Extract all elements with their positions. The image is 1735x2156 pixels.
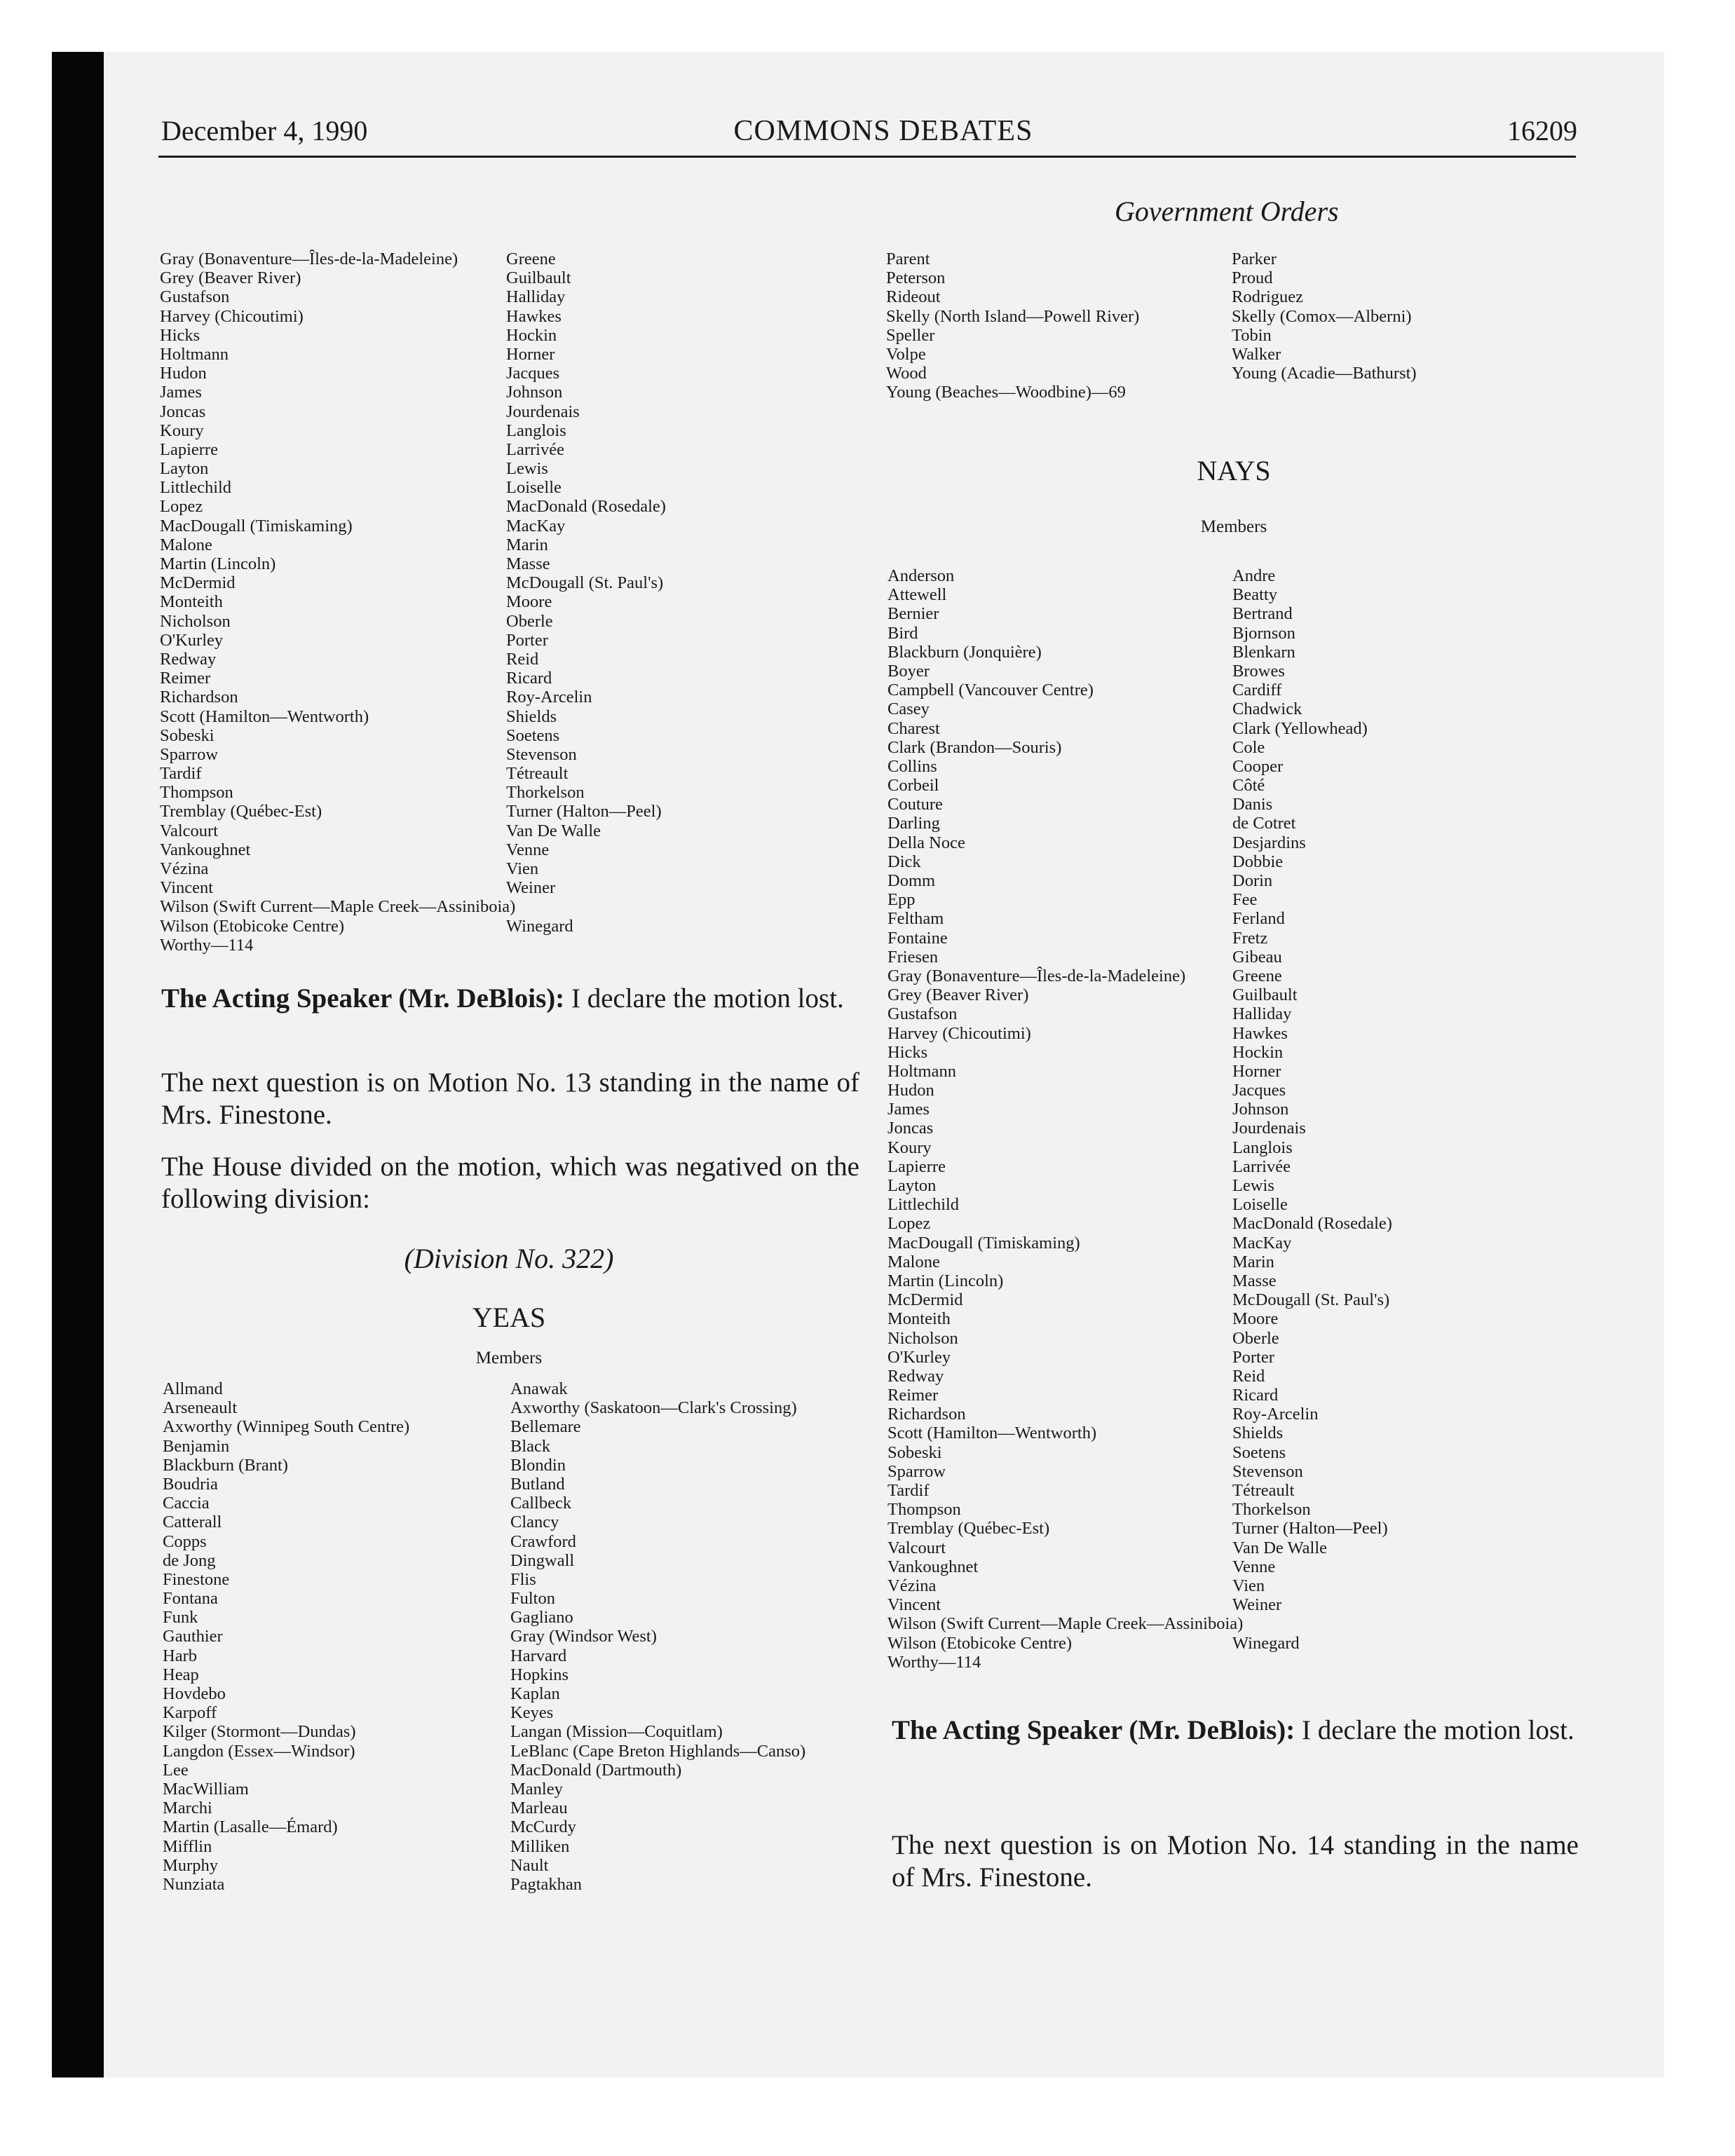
member-name: Moore — [506, 592, 552, 612]
member-name: Friesen — [887, 947, 939, 967]
member-name: Littlechild — [887, 1195, 960, 1215]
member-name: Boudria — [163, 1474, 218, 1494]
speaker-ruling-2 — [892, 1714, 1579, 1747]
member-name: Callbeck — [510, 1494, 572, 1513]
member-name: Skelly (North Island—Powell River) — [886, 306, 1140, 326]
member-name: Stevenson — [506, 744, 577, 764]
member-name: Blackburn (Jonquière) — [887, 642, 1042, 662]
member-name: Holtmann — [160, 344, 229, 364]
member-name — [1232, 1653, 1392, 1672]
yeas-heading: YEAS — [472, 1302, 546, 1333]
member-name: Lewis — [1232, 1176, 1274, 1195]
member-name: Van De Walle — [506, 821, 601, 840]
speaker-text: I declare the motion lost. — [1295, 1715, 1574, 1745]
member-name: Tremblay (Québec-Est) — [887, 1519, 1050, 1538]
nays-members-label: Members — [1200, 517, 1267, 536]
member-name: Blackburn (Brant) — [163, 1455, 288, 1475]
member-name: Parker — [1232, 250, 1277, 268]
member-name: Vien — [1232, 1576, 1265, 1595]
member-name: James — [887, 1100, 930, 1119]
member-name: Jacques — [506, 364, 560, 383]
member-name: MacDonald (Dartmouth) — [510, 1760, 682, 1780]
member-name: Koury — [160, 421, 204, 440]
member-name: Darling — [887, 814, 940, 833]
member-name: Bellemare — [510, 1417, 581, 1437]
member-name: Young (Acadie—Bathurst) — [1232, 364, 1417, 383]
member-name: Malone — [160, 535, 212, 554]
member-name: Gray (Bonaventure—Îles-de-la-Madeleine) — [160, 250, 458, 268]
member-name: Nicholson — [887, 1328, 958, 1348]
member-name: Horner — [1232, 1061, 1281, 1081]
member-name: Bjornson — [1232, 623, 1295, 643]
member-name: Campbell (Vancouver Centre) — [887, 681, 1094, 700]
member-name: Harvey (Chicoutimi) — [160, 306, 304, 326]
member-name: Harvard — [510, 1646, 567, 1665]
member-name: Feltham — [887, 909, 944, 929]
member-name: Johnson — [1232, 1100, 1289, 1119]
member-name: Collins — [887, 756, 937, 776]
member-name: Keyes — [510, 1703, 554, 1723]
member-name: Volpe — [886, 344, 926, 364]
member-name: Fulton — [510, 1589, 555, 1609]
member-name: Pagtakhan — [510, 1874, 583, 1894]
division-number: (Division No. 322) — [404, 1243, 614, 1274]
nays-members-col1 — [887, 566, 1243, 1672]
member-name: Harvey (Chicoutimi) — [887, 1023, 1031, 1043]
member-name: Couture — [887, 795, 943, 814]
member-name: Speller — [886, 325, 935, 345]
member-name: Gray (Bonaventure—Îles-de-la-Madeleine) — [887, 966, 1186, 985]
member-name: Turner (Halton—Peel) — [1232, 1519, 1388, 1538]
member-name: Tremblay (Québec-Est) — [160, 802, 322, 821]
member-name: Chadwick — [1232, 700, 1302, 719]
member-name: O'Kurley — [887, 1347, 951, 1367]
member-name: Stevenson — [1232, 1461, 1303, 1481]
member-name: Reimer — [160, 669, 211, 688]
member-name: Larrivée — [1232, 1157, 1291, 1176]
member-name: Funk — [163, 1608, 198, 1628]
member-name: Gauthier — [163, 1627, 223, 1646]
member-name: Vincent — [160, 878, 214, 898]
member-name: Copps — [163, 1531, 207, 1551]
speaker-name: The Acting Speaker (Mr. DeBlois): — [892, 1715, 1295, 1745]
member-name: Richardson — [887, 1405, 966, 1424]
member-name: Peterson — [886, 268, 946, 288]
prev-division-members-col1 — [160, 250, 515, 955]
member-name: Joncas — [887, 1119, 934, 1138]
member-name: James — [160, 383, 202, 402]
member-name: Loiselle — [1232, 1195, 1288, 1215]
member-name: Fretz — [1232, 928, 1268, 948]
member-name: Worthy—114 — [887, 1652, 981, 1672]
member-name: Fontaine — [887, 928, 948, 948]
member-name: Crawford — [510, 1531, 576, 1551]
member-name: LeBlanc (Cape Breton Highlands—Canso) — [510, 1741, 806, 1761]
member-name: Thorkelson — [1232, 1500, 1311, 1520]
member-name: Holtmann — [887, 1061, 956, 1081]
member-name: Monteith — [160, 592, 223, 612]
member-name: MacDougall (Timiskaming) — [160, 516, 353, 535]
member-name: Jourdenais — [1232, 1119, 1306, 1138]
yeas-members-col2 — [510, 1379, 805, 1894]
member-name: Malone — [887, 1252, 940, 1271]
member-name: Jourdenais — [506, 402, 580, 421]
member-name: Vézina — [887, 1576, 937, 1595]
member-name: Vankoughnet — [160, 840, 251, 859]
member-name: Reimer — [887, 1386, 939, 1405]
member-name: Vincent — [887, 1595, 941, 1615]
member-name: Fontana — [163, 1589, 218, 1609]
member-name: Lopez — [887, 1214, 931, 1234]
member-name: Soetens — [1232, 1442, 1286, 1462]
member-name: Della Noce — [887, 833, 965, 852]
member-name: Weiner — [506, 878, 556, 898]
member-name: Hawkes — [506, 306, 562, 326]
member-name: Shields — [506, 707, 557, 726]
member-name: Ferland — [1232, 909, 1285, 929]
member-name: Côté — [1232, 776, 1265, 796]
member-name: Loiselle — [506, 478, 562, 498]
member-name: Sparrow — [887, 1461, 946, 1481]
member-name: Black — [510, 1436, 551, 1456]
member-name: Littlechild — [160, 478, 232, 498]
member-name: Milliken — [510, 1836, 570, 1856]
member-name: Joncas — [160, 402, 206, 421]
member-name: Rideout — [886, 287, 941, 307]
member-name: Martin (Lasalle—Émard) — [163, 1817, 338, 1837]
header-page-number: 16209 — [1507, 115, 1577, 146]
member-name: Weiner — [1232, 1595, 1282, 1615]
member-name: Manley — [510, 1779, 563, 1799]
member-name: Blondin — [510, 1455, 566, 1475]
member-name: Moore — [1232, 1309, 1279, 1329]
member-name: Harb — [163, 1646, 197, 1665]
member-name: Winegard — [1232, 1633, 1300, 1653]
member-name: Richardson — [160, 688, 238, 707]
member-name: de Jong — [163, 1550, 216, 1570]
member-name: Flis — [510, 1569, 536, 1589]
member-name: Walker — [1232, 344, 1281, 364]
member-name: Clark (Brandon—Souris) — [887, 737, 1062, 757]
member-name: Sobeski — [160, 725, 215, 745]
member-name: Proud — [1232, 268, 1273, 288]
member-name: Anderson — [887, 566, 955, 585]
member-name: Axworthy (Saskatoon—Clark's Crossing) — [510, 1398, 797, 1418]
member-name: MacDougall (Timiskaming) — [887, 1233, 1080, 1253]
member-name: Thorkelson — [506, 783, 585, 803]
yeas-members-col1 — [163, 1379, 409, 1894]
member-name: Sparrow — [160, 744, 219, 764]
member-name: Epp — [887, 890, 916, 910]
member-name: MacDonald (Rosedale) — [1232, 1214, 1392, 1234]
member-name: Sobeski — [887, 1442, 942, 1462]
member-name: Guilbault — [506, 268, 571, 288]
house-divided: The House divided on the motion, which was negatived on the following division: — [161, 1152, 859, 1214]
member-name: Browes — [1232, 661, 1285, 681]
member-name: Desjardins — [1232, 833, 1306, 852]
member-name — [1232, 1614, 1392, 1633]
member-name: Dorin — [1232, 871, 1273, 890]
member-name: Larrivée — [506, 439, 564, 459]
speaker-ruling-1 — [161, 983, 859, 1015]
member-name: McCurdy — [510, 1817, 576, 1837]
member-name: Corbeil — [887, 776, 939, 796]
member-name: Porter — [506, 630, 548, 650]
member-name: Koury — [887, 1138, 932, 1157]
member-name: Venne — [1232, 1557, 1276, 1576]
member-name: Dick — [887, 852, 921, 871]
member-name: Gray (Windsor West) — [510, 1627, 657, 1646]
next-question-13: The next question is on Motion No. 13 standing in the name of Mrs. Finestone. — [161, 1067, 859, 1130]
member-name: Kilger (Stormont—Dundas) — [163, 1722, 356, 1742]
member-name: Grey (Beaver River) — [160, 268, 301, 288]
member-name: Greene — [506, 250, 556, 268]
member-name: Wilson (Swift Current—Maple Creek—Assiniboia) — [887, 1614, 1244, 1634]
member-name: Murphy — [163, 1855, 218, 1875]
member-name: Horner — [506, 344, 555, 364]
member-name: Johnson — [506, 383, 563, 402]
speaker-text: I declare the motion lost. — [564, 983, 844, 1014]
member-name: Langlois — [506, 421, 566, 440]
next-question-14: The next question is on Motion No. 14 standing in the name of Mrs. Finestone. — [892, 1830, 1579, 1892]
header-title: COMMONS DEBATES — [733, 115, 1033, 147]
member-name: Hudon — [160, 364, 207, 383]
member-name: Arseneault — [163, 1398, 238, 1418]
member-name: Ricard — [506, 669, 552, 688]
member-name: Winegard — [506, 916, 573, 936]
yeas-members-col3 — [886, 250, 1139, 402]
member-name: Attewell — [887, 585, 947, 605]
member-name: Dobbie — [1232, 852, 1284, 871]
member-name: Tardif — [160, 764, 202, 784]
member-name: Nault — [510, 1855, 549, 1875]
member-name: Beatty — [1232, 585, 1277, 605]
member-name: Redway — [887, 1366, 944, 1386]
member-name: Layton — [160, 459, 209, 479]
member-name: Gustafson — [160, 287, 230, 307]
member-name: Monteith — [887, 1309, 951, 1329]
member-name: Catterall — [163, 1513, 222, 1532]
member-name: Masse — [1232, 1271, 1277, 1290]
member-name: Jacques — [1232, 1081, 1286, 1100]
member-name: Vien — [506, 859, 539, 878]
member-name: Worthy—114 — [160, 935, 254, 955]
member-name: Roy-Arcelin — [1232, 1405, 1319, 1424]
member-name: Lapierre — [887, 1157, 946, 1176]
member-name: Wilson (Etobicoke Centre) — [160, 916, 344, 936]
member-name: Hicks — [160, 325, 200, 345]
member-name: MacWilliam — [163, 1779, 249, 1799]
member-name: Lee — [163, 1760, 189, 1780]
member-name: Reid — [506, 649, 539, 669]
member-name: McDermid — [160, 573, 236, 593]
member-name: Masse — [506, 554, 550, 573]
member-name: Gagliano — [510, 1608, 573, 1628]
member-name: Marin — [506, 535, 548, 554]
yeas-members-label: Members — [475, 1349, 543, 1367]
member-name: Tétreault — [506, 764, 569, 784]
member-name: Marin — [1232, 1252, 1274, 1271]
member-name: Redway — [160, 649, 217, 669]
member-name: Greene — [1232, 966, 1282, 985]
member-name: Skelly (Comox—Alberni) — [1232, 306, 1412, 326]
member-name: Hopkins — [510, 1665, 569, 1684]
member-name: Allmand — [163, 1379, 223, 1398]
member-name: MacDonald (Rosedale) — [506, 497, 666, 517]
member-name: Wood — [886, 364, 927, 383]
member-name: Cole — [1232, 737, 1265, 757]
member-name: Valcourt — [160, 821, 218, 840]
member-name: Bertrand — [1232, 604, 1293, 624]
member-name: Lopez — [160, 497, 203, 517]
member-name: Langlois — [1232, 1138, 1293, 1157]
member-name: Shields — [1232, 1424, 1284, 1443]
member-name: Caccia — [163, 1494, 210, 1513]
member-name: Cardiff — [1232, 681, 1282, 700]
member-name: Grey (Beaver River) — [887, 985, 1029, 1005]
member-name: Ricard — [1232, 1386, 1279, 1405]
member-name: McDougall (St. Paul's) — [506, 573, 664, 593]
member-name: McDougall (St. Paul's) — [1232, 1290, 1390, 1310]
member-name: Kaplan — [510, 1684, 560, 1703]
member-name: Charest — [887, 718, 940, 738]
member-name: Mifflin — [163, 1836, 212, 1856]
member-name: Porter — [1232, 1347, 1274, 1367]
member-name: Reid — [1232, 1366, 1265, 1386]
member-name: Parent — [886, 250, 930, 268]
member-name: Van De Walle — [1232, 1538, 1328, 1557]
member-name: Tobin — [1232, 325, 1272, 345]
member-name: Thompson — [160, 783, 233, 803]
member-name: Fee — [1232, 890, 1258, 910]
member-name: Casey — [887, 700, 930, 719]
member-name: Boyer — [887, 661, 930, 681]
member-name — [506, 936, 666, 955]
member-name: Turner (Halton—Peel) — [506, 802, 662, 821]
member-name: Marleau — [510, 1799, 568, 1818]
member-name: Halliday — [506, 287, 566, 307]
member-name: Soetens — [506, 725, 560, 745]
member-name: O'Kurley — [160, 630, 224, 650]
member-name: Karpoff — [163, 1703, 217, 1723]
member-name: Gustafson — [887, 1004, 958, 1024]
member-name: Hovdebo — [163, 1684, 226, 1703]
member-name: Langan (Mission—Coquitlam) — [510, 1722, 723, 1742]
member-name: Andre — [1232, 566, 1276, 585]
member-name: Cooper — [1232, 756, 1284, 776]
member-name: Heap — [163, 1665, 199, 1684]
member-name: Wilson (Swift Current—Maple Creek—Assiniboia) — [160, 897, 516, 917]
member-name: Wilson (Etobicoke Centre) — [887, 1633, 1072, 1653]
member-name: Dingwall — [510, 1550, 575, 1570]
member-name: MacKay — [506, 516, 566, 535]
member-name: MacKay — [1232, 1233, 1292, 1253]
member-name: Gibeau — [1232, 947, 1282, 967]
scan-binding-edge — [52, 52, 104, 2077]
member-name: Finestone — [163, 1569, 230, 1589]
member-name: Young (Beaches—Woodbine)—69 — [886, 383, 1126, 402]
member-name: Lewis — [506, 459, 548, 479]
member-name: Hockin — [506, 325, 557, 345]
member-name: Nunziata — [163, 1874, 225, 1894]
member-name: Tardif — [887, 1481, 930, 1500]
member-name: Danis — [1232, 795, 1273, 814]
member-name: Valcourt — [887, 1538, 946, 1557]
member-name: Scott (Hamilton—Wentworth) — [160, 707, 369, 726]
running-head: Government Orders — [1115, 196, 1339, 227]
member-name: Rodriguez — [1232, 287, 1304, 307]
member-name: Langdon (Essex—Windsor) — [163, 1741, 355, 1761]
prev-division-members-col2 — [506, 250, 666, 955]
member-name: Clancy — [510, 1513, 559, 1532]
header-rule — [158, 156, 1576, 158]
member-name: Clark (Yellowhead) — [1232, 718, 1368, 738]
member-name: Hockin — [1232, 1042, 1284, 1062]
member-name: Benjamin — [163, 1436, 230, 1456]
member-name: Vézina — [160, 859, 209, 878]
member-name: Martin (Lincoln) — [160, 554, 276, 573]
member-name: McDermid — [887, 1290, 963, 1310]
member-name: Blenkarn — [1232, 642, 1295, 662]
member-name: Anawak — [510, 1379, 568, 1398]
member-name: Nicholson — [160, 611, 231, 631]
member-name: Thompson — [887, 1500, 961, 1520]
member-name: Hicks — [887, 1042, 928, 1062]
nays-members-col2 — [1232, 566, 1392, 1672]
member-name: Scott (Hamilton—Wentworth) — [887, 1424, 1097, 1443]
member-name: Oberle — [506, 611, 553, 631]
speaker-name: The Acting Speaker (Mr. DeBlois): — [161, 983, 565, 1014]
member-name: Tétreault — [1232, 1481, 1295, 1500]
member-name: Domm — [887, 871, 936, 890]
member-name: Hawkes — [1232, 1023, 1288, 1043]
member-name: Butland — [510, 1474, 565, 1494]
member-name: Layton — [887, 1176, 937, 1195]
member-name: Roy-Arcelin — [506, 688, 592, 707]
member-name: Guilbault — [1232, 985, 1298, 1005]
member-name — [506, 897, 666, 916]
member-name: Bird — [887, 623, 918, 643]
header-date: December 4, 1990 — [161, 115, 368, 146]
member-name: Lapierre — [160, 439, 218, 459]
member-name: Venne — [506, 840, 550, 859]
member-name: Marchi — [163, 1799, 212, 1818]
member-name: Vankoughnet — [887, 1557, 979, 1576]
member-name: Axworthy (Winnipeg South Centre) — [163, 1417, 410, 1437]
member-name: Bernier — [887, 604, 939, 624]
member-name: Halliday — [1232, 1004, 1292, 1024]
member-name: Martin (Lincoln) — [887, 1271, 1004, 1290]
member-name: de Cotret — [1232, 814, 1296, 833]
member-name: Oberle — [1232, 1328, 1279, 1348]
member-name: Hudon — [887, 1081, 934, 1100]
yeas-members-col4 — [1232, 250, 1417, 383]
nays-heading: NAYS — [1197, 455, 1271, 486]
